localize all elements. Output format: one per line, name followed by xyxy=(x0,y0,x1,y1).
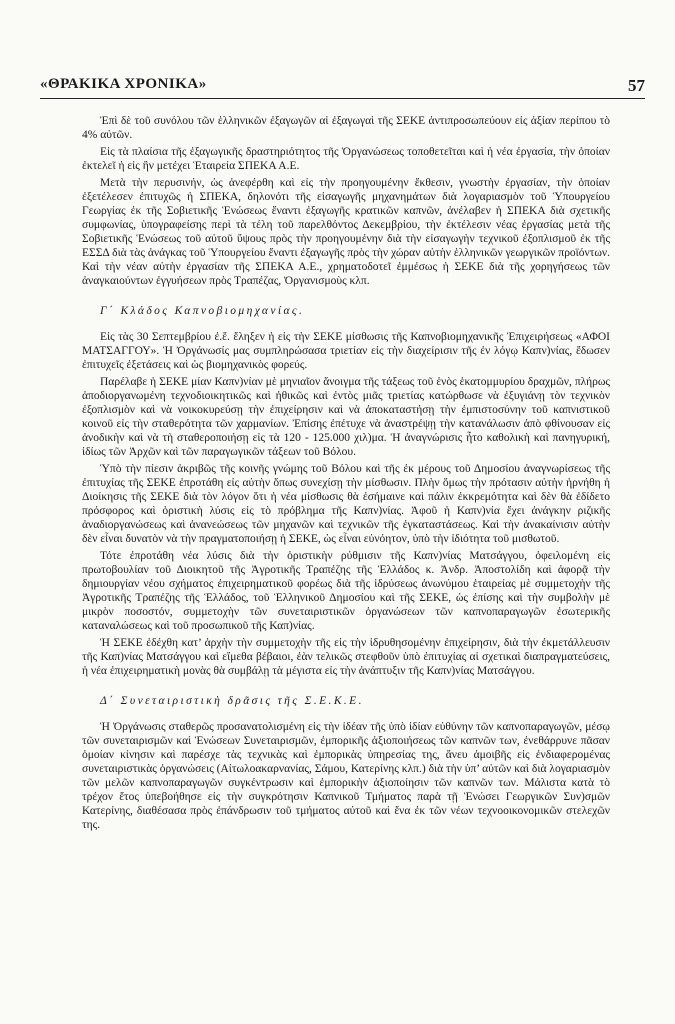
header-rule xyxy=(40,98,645,99)
paragraph: Εἰς τὰς 30 Σεπτεμβρίου ἐ.ἔ. ἔληξεν ἡ εἰς τὴν ΣΕΚΕ μίσθωσις τῆς Καπνοβιομηχανικῆς Ἐπιχειρήσεως «ΑΦΟΙ ΜΑΤΣΑΓΓΟΥ». Ἡ Ὀργάνωσίς μας συμπληρώσασα τριετίαν εἰς τὴν διαχείρισιν τῆς ἐν λόγῳ Καπν)νίας, ἔδωσεν ἐπιτυχεῖς ἐξετάσεις καὶ ὡς βιομηχανικὸς φορεύς. xyxy=(82,331,610,371)
paragraph: Ἡ Ὀργάνωσις σταθερῶς προσανατολισμένη εἰς τὴν ἰδέαν τῆς ὑπὸ ἰδίαν εὐθύνην τῶν καπνοπαραγωγῶν, μέσῳ τῶν συνεταιρισμῶν καὶ Ἑνώσεων Συνεταιρισμῶν, ἐμπορικῆς ἀξιοποιήσεως τῶν καπνῶν των, ἐνεθάρρυνε πᾶσαν ὁμοίαν κίνησιν καὶ παρέσχε τὰς τεχνικὰς καὶ ἐμπορικὰς ὑπηρεσίας της, ἄνευ ἀμοιβῆς εἰς ἐνδιαφερομένας συνεταιριστικὰς ὀργανώσεις (Αἰτωλοακαρνανίας, Σάμου, Κατερίνης κλπ.) διὰ τὴν ὑπ’ αὐτῶν καὶ διὰ λογαριασμὸν τῶν μελῶν καπνοπαραγωγῶν συγκέντρωσιν καὶ ἐμπορικὴν ἀξιοποίησιν τῶν καπνῶν των. Μάλιστα κατὰ τὸ τρέχον ἔτος ὑπεβοήθησε εἰς τὴν συγκρότησιν Καπνικοῦ Τμήματος παρὰ τῇ Ἑνώσει Γεωργικῶν Συν)σμῶν Κατερίνης, διαθέσασα πρὸς ἐπάνδρωσιν τοῦ τμήματος αὐτοῦ καὶ ἕνα ἐκ τῶν νέων τεχνοοικονομικῶν στελεχῶν της. xyxy=(82,721,610,831)
paragraph: Τότε ἐπροτάθη νέα λύσις διὰ τὴν ὁριστικὴν ρύθμισιν τῆς Καπν)νίας Ματσάγγου, ὀφειλομένη εἰς πρωτοβουλίαν τοῦ Διοικητοῦ τῆς Ἀγροτικῆς Τραπέζης τῆς Ἑλλάδος κ. Ἀνδρ. Ἀποστολίδη καὶ ἀφορᾷ τὴν δημιουργίαν νέου σχήματος ἐπιχειρηματικοῦ φορέως διὰ τῆς ἱδρύσεως ἀνωνύμου ἑταιρείας μὲ συμμετοχὴν τῆς Ἀγροτικῆς Τραπέζης τῆς Ἑλλάδος, τοῦ Ἑλληνικοῦ Δημοσίου καὶ τῆς ΣΕΚΕ, ὡς ἐπίσης καὶ τὴν συμβολὴν μὲ μικρὸν ποσοστόν, συμμετοχὴν τῶν συνεταιριστικῶν ὀργανώσεων τῶν καπνοπαραγωγῶν ἐσωτερικῆς καταναλώσεως καὶ τοῦ προσωπικοῦ τῆς Καπ)νίας. xyxy=(82,550,610,632)
paragraph: Παρέλαβε ἡ ΣΕΚΕ μίαν Καπν)νίαν μὲ μηνιαῖον ἄνοιγμα τῆς τάξεως τοῦ ἑνὸς ἑκατομμυρίου δραχμῶν, πλήρως ἀποδιοργανωμένη τεχνοδιοικητικῶς καὶ ἠθικῶς καὶ ἐντὸς μιᾶς τριετίας κατώρθωσε νὰ ἐξυγιάνῃ τὸν τεχνικὸν ἐξοπλισμὸν καὶ νὰ νοικοκυρεύσῃ τὴν ἐπιχείρησιν καὶ νὰ ἀποκαταστήσῃ τὴν ἐμπιστοσύνην τοῦ καπνιστικοῦ κοινοῦ εἰς τὴν σταθερότητα τῶν χαρμανίων. Ἐπίσης ἐπέτυχε νὰ ἀναστρέψῃ τὴν κατανάλωσιν ἀπὸ φθίνουσαν εἰς ἀνοδικὴν καὶ νὰ τὴ σταθεροποιήσῃ εἰς τὰ 120 - 125.000 χιλ)μα. Ἡ ἀναγνώρισις ἦτο καθολικὴ καὶ πανηγυρική, ἰδίως τῶν Ἀρχῶν καὶ τῶν παραγωγικῶν τάξεων τοῦ Βόλου. xyxy=(82,376,610,458)
paragraph: Ἐπὶ δὲ τοῦ συνόλου τῶν ἑλληνικῶν ἐξαγωγῶν αἱ ἐξαγωγαὶ τῆς ΣΕΚΕ ἀντιπροσωπεύουν εἰς ἀξίαν περίπου τὸ 4% αὐτῶν. xyxy=(82,115,610,141)
paragraph: Μετὰ τὴν περυσινήν, ὡς ἀνεφέρθη καὶ εἰς τὴν προηγουμένην ἔκθεσιν, γνωστὴν ἐργασίαν, τὴν ὁποίαν ἐξετέλεσεν ἐπιτυχῶς ἡ ΣΠΕΚΑ, δηλονότι τῆς εἰσαγωγῆς μηχανημάτων διὰ λογαριασμὸν τοῦ Ὑπουργείου Γεωργίας ἐκ τῆς Σοβιετικῆς Ἑνώσεως ἔναντι ἐξαγωγῆς κρατικῶν καπνῶν, ἀνέλαβεν ἡ ΣΠΕΚΑ διὰ σχετικῆς συμφωνίας, ὑπογραφείσης περὶ τὰ τέλη τοῦ παρελθόντος Δεκεμβρίου, τὴν ἐκτέλεσιν νέας ἐργασίας μετὰ τῆς Σοβιετικῆς Ἑνώσεως τοῦ αὐτοῦ ὕψους πρὸς τὴν προηγουμένην διὰ τὴν εἰσαγωγὴν τεχνικοῦ ἐξοπλισμοῦ ἐκ τῆς ΕΣΣΔ διὰ τὰς ἀνάγκας τοῦ Ὑπουργείου ἔναντι ἐξαγωγῆς πρὸς τὴν χώραν αὐτὴν ἑλληνικῶν γεωργικῶν προϊόντων. Καὶ τὴν νέαν αὐτὴν ἐργασίαν τῆς ΣΠΕΚΑ Α.Ε., χρηματοδοτεῖ ἐμμέσως ἡ ΣΕΚΕ διὰ τῆς χορηγήσεως τῶν ἀναγκαιούντων ἐγγυήσεων πρὸς Τραπέζας, Ὀργανισμοὺς κλπ. xyxy=(82,177,610,287)
paragraph: Ὑπὸ τὴν πίεσιν ἀκριβῶς τῆς κοινῆς γνώμης τοῦ Βόλου καὶ τῆς ἐκ μέρους τοῦ Δημοσίου ἀναγνωρίσεως τῆς ἐπιτυχίας τῆς ΣΕΚΕ ἐπροτάθη εἰς αὐτὴν ὅπως συνεχίσῃ τὴν μίσθωσιν. Πλὴν ὅμως τὴν πρότασιν αὐτὴν ἠρνήθη ἡ Διοίκησις τῆς ΣΕΚΕ διὰ τὸν λόγον ὅτι ἡ νέα μίσθωσις θὰ ἐσήμαινε καὶ πάλιν ἐκκρεμότητα καὶ δὲν θὰ ἐδίδετο πρόσφορος καὶ ὁριστικὴ λύσις εἰς τὸ πρόβλημα τῆς Καπν)νίας. Ἀφοῦ ἡ Καπν)νία ἔχει ἀνάγκην ριζικῆς ἀναδιοργανώσεως καὶ ἀνανεώσεως τῶν μηχανῶν καὶ τεχνικῶν τῆς ἐγκαταστάσεως. Καὶ τὴν ἀνακαίνισιν αὐτὴν δὲν εἶναι δυνατὸν νὰ τὴν πραγματοποιήσῃ ἡ ΣΕΚΕ, ὡς εἶναι εὐνόητον, ὑπὸ τὴν ἰδιότητα τοῦ μισθωτοῦ. xyxy=(82,463,610,545)
article-body xyxy=(82,114,610,835)
running-title: «ΘΡΑΚΙΚΑ ΧΡΟΝΙΚΑ» xyxy=(40,76,207,92)
page-number: 57 xyxy=(628,76,645,95)
paragraph: Ἡ ΣΕΚΕ ἐδέχθη κατ’ ἀρχὴν τὴν συμμετοχὴν τῆς εἰς τὴν ἱδρυθησομένην ἐπιχείρησιν, διὰ τὴν ἐκμετάλλευσιν τῆς Καπ)νίας Ματσάγγου καὶ εἴμεθα βέβαιοι, ἐὰν τελικῶς στεφθοῦν ὑπὸ ἐπιτυχίας αἱ σχετικαὶ διαπραγματεύσεις, ἡ νέα ἐπιχειρηματικὴ μονὰς θὰ συμβάλῃ τὰ μέγιστα εἰς τὴν ἀνάπτυξιν τῆς Καπν)νίας Ματσάγγου. xyxy=(82,637,610,677)
section-heading-delta: Δ΄ Συνεταιριστικὴ δρᾶσις τῆς Σ.Ε.Κ.Ε. xyxy=(100,695,364,707)
paragraph: Εἰς τὰ πλαίσια τῆς ἐξαγωγικῆς δραστηριότητος τῆς Ὀργανώσεως τοποθετεῖται καὶ ἡ νέα ἐργασία, τὴν ὁποίαν ἐκτελεῖ ἡ εἰς ἣν μετέχει Ἑταιρεία ΣΠΕΚΑ Α.Ε. xyxy=(82,146,610,172)
section-heading-gamma: Γ΄ Κλάδος Καπνοβιομηχανίας. xyxy=(100,305,305,317)
